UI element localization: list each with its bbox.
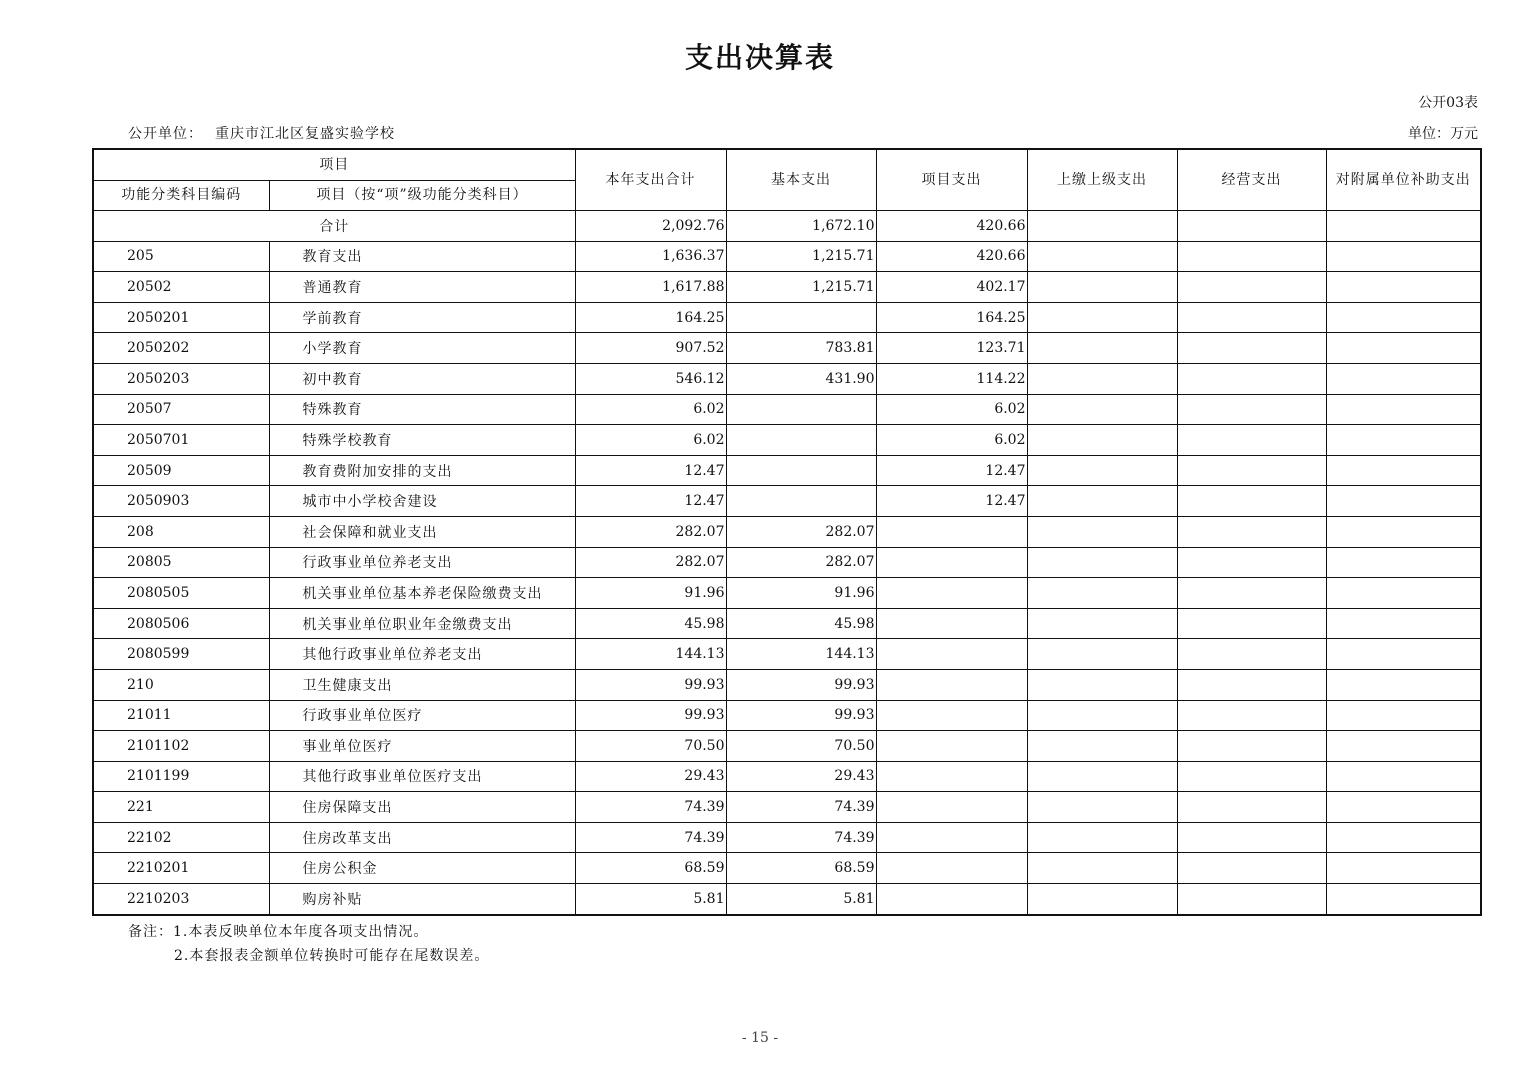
table-row [93, 731, 1481, 762]
subsidy-cell [1326, 333, 1481, 364]
code-cell: 205 [93, 241, 269, 272]
business-cell [1177, 884, 1326, 915]
table-row [93, 425, 1481, 456]
header-business: 经营支出 [1177, 149, 1326, 211]
basic-cell: 74.39 [726, 822, 876, 853]
code-cell: 20507 [93, 394, 269, 425]
table-row [93, 486, 1481, 517]
name-cell: 初中教育 [269, 363, 575, 394]
notes [128, 920, 489, 968]
table-row [93, 302, 1481, 333]
business-cell [1177, 547, 1326, 578]
project-cell: 12.47 [876, 486, 1027, 517]
basic-cell: 74.39 [726, 792, 876, 823]
code-cell: 2080599 [93, 639, 269, 670]
subsidy-cell [1326, 669, 1481, 700]
name-cell: 行政事业单位医疗 [269, 700, 575, 731]
name-cell: 社会保障和就业支出 [269, 516, 575, 547]
header-total: 本年支出合计 [575, 149, 726, 211]
business-cell [1177, 853, 1326, 884]
basic-cell: 282.07 [726, 516, 876, 547]
header-subsidy: 对附属单位补助支出 [1326, 149, 1481, 211]
project-cell [876, 578, 1027, 609]
name-cell: 住房公积金 [269, 853, 575, 884]
business-cell [1177, 241, 1326, 272]
expenditure-table [92, 148, 1482, 916]
business-cell [1177, 822, 1326, 853]
table-row [93, 669, 1481, 700]
total-cell: 70.50 [575, 731, 726, 762]
name-cell: 住房改革支出 [269, 822, 575, 853]
total-label: 合计 [93, 211, 575, 242]
code-cell: 21011 [93, 700, 269, 731]
subsidy-cell [1326, 578, 1481, 609]
upper-cell [1027, 455, 1177, 486]
upper-cell [1027, 639, 1177, 670]
total-cell: 5.81 [575, 884, 726, 915]
business-cell [1177, 455, 1326, 486]
project-cell: 420.66 [876, 211, 1027, 242]
reporting-unit-label: 公开单位： [128, 126, 203, 142]
table-row [93, 608, 1481, 639]
upper-cell [1027, 792, 1177, 823]
total-cell: 907.52 [575, 333, 726, 364]
subsidy-cell [1326, 394, 1481, 425]
basic-cell: 1,215.71 [726, 272, 876, 303]
subsidy-cell [1326, 792, 1481, 823]
code-cell: 2050701 [93, 425, 269, 456]
project-cell: 123.71 [876, 333, 1027, 364]
business-cell [1177, 669, 1326, 700]
upper-cell [1027, 700, 1177, 731]
code-cell: 2101199 [93, 761, 269, 792]
subsidy-cell [1326, 547, 1481, 578]
upper-cell [1027, 761, 1177, 792]
upper-cell [1027, 302, 1177, 333]
project-cell [876, 639, 1027, 670]
subsidy-cell [1326, 363, 1481, 394]
project-cell [876, 884, 1027, 915]
code-cell: 2050201 [93, 302, 269, 333]
upper-cell [1027, 516, 1177, 547]
business-cell [1177, 578, 1326, 609]
table-row [93, 578, 1481, 609]
code-cell: 20509 [93, 455, 269, 486]
reporting-unit-name: 重庆市江北区复盛实验学校 [215, 126, 395, 142]
table-body [93, 211, 1481, 915]
table-row [93, 241, 1481, 272]
subsidy-cell [1326, 884, 1481, 915]
total-cell: 6.02 [575, 394, 726, 425]
project-cell: 12.47 [876, 455, 1027, 486]
basic-cell: 431.90 [726, 363, 876, 394]
table-row [93, 639, 1481, 670]
upper-cell [1027, 272, 1177, 303]
code-cell: 22102 [93, 822, 269, 853]
subsidy-cell [1326, 853, 1481, 884]
code-cell: 2080505 [93, 578, 269, 609]
total-cell: 1,617.88 [575, 272, 726, 303]
subsidy-cell [1326, 302, 1481, 333]
basic-cell [726, 425, 876, 456]
business-cell [1177, 516, 1326, 547]
code-cell: 2210203 [93, 884, 269, 915]
total-cell: 282.07 [575, 516, 726, 547]
basic-cell: 144.13 [726, 639, 876, 670]
code-cell: 2050903 [93, 486, 269, 517]
basic-cell [726, 302, 876, 333]
total-cell: 99.93 [575, 700, 726, 731]
project-cell [876, 608, 1027, 639]
business-cell [1177, 700, 1326, 731]
name-cell: 特殊教育 [269, 394, 575, 425]
upper-cell [1027, 486, 1177, 517]
total-cell: 29.43 [575, 761, 726, 792]
subsidy-cell [1326, 639, 1481, 670]
code-cell: 2080506 [93, 608, 269, 639]
upper-cell [1027, 394, 1177, 425]
code-cell: 20502 [93, 272, 269, 303]
code-cell: 221 [93, 792, 269, 823]
subsidy-cell [1326, 822, 1481, 853]
basic-cell: 1,215.71 [726, 241, 876, 272]
name-cell: 事业单位医疗 [269, 731, 575, 762]
total-cell: 99.93 [575, 669, 726, 700]
total-cell: 546.12 [575, 363, 726, 394]
subsidy-cell [1326, 455, 1481, 486]
total-cell: 91.96 [575, 578, 726, 609]
subsidy-cell [1326, 241, 1481, 272]
subsidy-cell [1326, 425, 1481, 456]
project-cell [876, 700, 1027, 731]
header-upper-remittance: 上缴上级支出 [1027, 149, 1177, 211]
basic-cell [726, 455, 876, 486]
business-cell [1177, 211, 1326, 242]
code-cell: 20805 [93, 547, 269, 578]
project-cell: 114.22 [876, 363, 1027, 394]
subsidy-cell [1326, 761, 1481, 792]
business-cell [1177, 363, 1326, 394]
table-row [93, 700, 1481, 731]
project-cell [876, 731, 1027, 762]
table-row [93, 333, 1481, 364]
business-cell [1177, 761, 1326, 792]
upper-cell [1027, 547, 1177, 578]
upper-cell [1027, 363, 1177, 394]
name-cell: 行政事业单位养老支出 [269, 547, 575, 578]
table-row [93, 272, 1481, 303]
total-cell: 1,636.37 [575, 241, 726, 272]
business-cell [1177, 333, 1326, 364]
basic-cell: 282.07 [726, 547, 876, 578]
table-row [93, 822, 1481, 853]
upper-cell [1027, 669, 1177, 700]
code-cell: 210 [93, 669, 269, 700]
basic-cell [726, 486, 876, 517]
basic-cell [726, 394, 876, 425]
name-cell: 卫生健康支出 [269, 669, 575, 700]
table-row [93, 394, 1481, 425]
code-cell: 2050202 [93, 333, 269, 364]
name-cell: 购房补贴 [269, 884, 575, 915]
table-row [93, 363, 1481, 394]
total-cell: 144.13 [575, 639, 726, 670]
upper-cell [1027, 211, 1177, 242]
code-cell: 2210201 [93, 853, 269, 884]
business-cell [1177, 394, 1326, 425]
project-cell: 6.02 [876, 394, 1027, 425]
project-cell [876, 516, 1027, 547]
page-title: 支出决算表 [684, 41, 835, 74]
upper-cell [1027, 608, 1177, 639]
upper-cell [1027, 578, 1177, 609]
table-row [93, 516, 1481, 547]
name-cell: 其他行政事业单位养老支出 [269, 639, 575, 670]
project-cell [876, 822, 1027, 853]
upper-cell [1027, 241, 1177, 272]
total-cell: 164.25 [575, 302, 726, 333]
reporting-unit [128, 123, 395, 143]
name-cell: 城市中小学校舍建设 [269, 486, 575, 517]
upper-cell [1027, 731, 1177, 762]
basic-cell: 29.43 [726, 761, 876, 792]
business-cell [1177, 302, 1326, 333]
code-cell: 208 [93, 516, 269, 547]
project-cell: 402.17 [876, 272, 1027, 303]
name-cell: 住房保障支出 [269, 792, 575, 823]
header-code: 功能分类科目编码 [93, 181, 269, 211]
code-cell: 2101102 [93, 731, 269, 762]
basic-cell: 68.59 [726, 853, 876, 884]
basic-cell: 99.93 [726, 669, 876, 700]
subsidy-cell [1326, 608, 1481, 639]
table-row [93, 792, 1481, 823]
project-cell [876, 761, 1027, 792]
note-line-1: 备注：1.本表反映单位本年度各项支出情况。 [128, 924, 429, 940]
project-cell: 164.25 [876, 302, 1027, 333]
subsidy-cell [1326, 211, 1481, 242]
page-number: - 15 - [741, 1030, 779, 1046]
total-cell: 12.47 [575, 455, 726, 486]
table-number: 公开03表 [1418, 95, 1478, 111]
table-row [93, 761, 1481, 792]
table-row [93, 455, 1481, 486]
header-project: 项目 [93, 149, 575, 181]
note-line-2: 2.本套报表金额单位转换时可能存在尾数误差。 [174, 948, 490, 964]
name-cell: 普通教育 [269, 272, 575, 303]
name-cell: 其他行政事业单位医疗支出 [269, 761, 575, 792]
header-name: 项目（按“项”级功能分类科目） [269, 181, 575, 211]
table-row [93, 853, 1481, 884]
total-cell: 45.98 [575, 608, 726, 639]
upper-cell [1027, 333, 1177, 364]
total-cell: 282.07 [575, 547, 726, 578]
project-cell [876, 547, 1027, 578]
basic-cell: 45.98 [726, 608, 876, 639]
header-basic: 基本支出 [726, 149, 876, 211]
business-cell [1177, 792, 1326, 823]
project-cell: 6.02 [876, 425, 1027, 456]
upper-cell [1027, 822, 1177, 853]
business-cell [1177, 486, 1326, 517]
header-project-expenditure: 项目支出 [876, 149, 1027, 211]
name-cell: 机关事业单位职业年金缴费支出 [269, 608, 575, 639]
basic-cell: 70.50 [726, 731, 876, 762]
basic-cell: 1,672.10 [726, 211, 876, 242]
total-cell: 68.59 [575, 853, 726, 884]
table-row [93, 547, 1481, 578]
project-cell [876, 669, 1027, 700]
total-cell: 2,092.76 [575, 211, 726, 242]
name-cell: 学前教育 [269, 302, 575, 333]
name-cell: 特殊学校教育 [269, 425, 575, 456]
business-cell [1177, 608, 1326, 639]
total-cell: 74.39 [575, 822, 726, 853]
project-cell [876, 792, 1027, 823]
subsidy-cell [1326, 731, 1481, 762]
basic-cell: 5.81 [726, 884, 876, 915]
business-cell [1177, 272, 1326, 303]
upper-cell [1027, 884, 1177, 915]
money-unit: 单位：万元 [1408, 126, 1478, 142]
upper-cell [1027, 853, 1177, 884]
name-cell: 教育费附加安排的支出 [269, 455, 575, 486]
total-cell: 74.39 [575, 792, 726, 823]
code-cell: 2050203 [93, 363, 269, 394]
project-cell [876, 853, 1027, 884]
subsidy-cell [1326, 516, 1481, 547]
business-cell [1177, 425, 1326, 456]
basic-cell: 99.93 [726, 700, 876, 731]
business-cell [1177, 731, 1326, 762]
subsidy-cell [1326, 700, 1481, 731]
subsidy-cell [1326, 486, 1481, 517]
upper-cell [1027, 425, 1177, 456]
name-cell: 机关事业单位基本养老保险缴费支出 [269, 578, 575, 609]
name-cell: 小学教育 [269, 333, 575, 364]
total-cell: 12.47 [575, 486, 726, 517]
name-cell: 教育支出 [269, 241, 575, 272]
total-cell: 6.02 [575, 425, 726, 456]
project-cell: 420.66 [876, 241, 1027, 272]
subsidy-cell [1326, 272, 1481, 303]
total-row [93, 211, 1481, 242]
basic-cell: 91.96 [726, 578, 876, 609]
basic-cell: 783.81 [726, 333, 876, 364]
table-row [93, 884, 1481, 915]
business-cell [1177, 639, 1326, 670]
